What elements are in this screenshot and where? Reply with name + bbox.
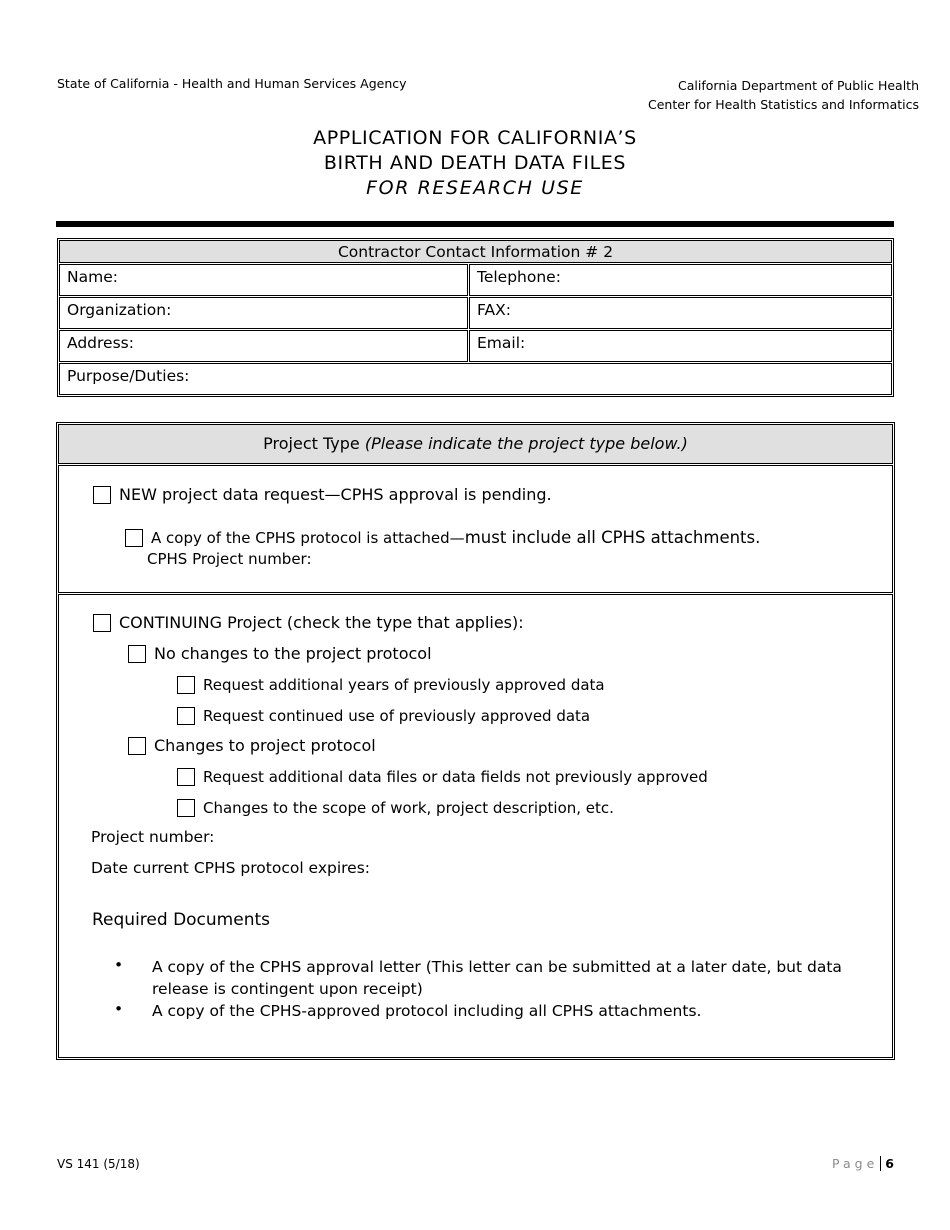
protocol-attached-checkbox[interactable] xyxy=(125,529,143,547)
no-changes-option[interactable] xyxy=(128,644,432,663)
email-field[interactable]: Email: xyxy=(469,330,892,362)
scope-changes-option[interactable] xyxy=(177,799,614,817)
scope-changes-label: Changes to the scope of work, project description, etc. xyxy=(203,799,614,817)
page-number: 6 xyxy=(880,1156,894,1171)
protocol-attached-label: A copy of the CPHS protocol is attached— xyxy=(151,528,465,547)
protocol-attached-option[interactable] xyxy=(125,528,760,547)
additional-files-option[interactable] xyxy=(177,768,708,786)
purpose-field[interactable]: Purpose/Duties: xyxy=(59,363,892,395)
contact-heading: Contractor Contact Information # 2 xyxy=(59,240,892,263)
project-number-field[interactable]: Project number: xyxy=(91,828,215,846)
changes-protocol-checkbox[interactable] xyxy=(128,737,146,755)
project-type-heading xyxy=(58,424,893,464)
page-indicator xyxy=(832,1156,894,1171)
no-changes-label: No changes to the project protocol xyxy=(154,644,432,663)
changes-protocol-label: Changes to project protocol xyxy=(154,736,376,755)
contact-table xyxy=(57,238,894,397)
scope-changes-checkbox[interactable] xyxy=(177,799,195,817)
telephone-field[interactable]: Telephone: xyxy=(469,264,892,296)
name-field[interactable]: Name: xyxy=(59,264,468,296)
form-id: VS 141 (5/18) xyxy=(57,1157,140,1171)
continued-use-checkbox[interactable] xyxy=(177,707,195,725)
no-changes-checkbox[interactable] xyxy=(128,645,146,663)
page-label: Page xyxy=(832,1156,879,1171)
title-line-2: BIRTH AND DEATH DATA FILES xyxy=(323,152,627,174)
bullet: • xyxy=(114,1000,124,1018)
new-request-checkbox[interactable] xyxy=(93,486,111,504)
new-request-option[interactable] xyxy=(93,485,552,504)
protocol-expiry-field[interactable]: Date current CPHS protocol expires: xyxy=(91,859,371,877)
required-documents-heading: Required Documents xyxy=(92,910,270,930)
changes-protocol-option[interactable] xyxy=(128,736,376,755)
required-doc-1-text: A copy of the CPHS approval letter (This letter can be submitted at a later date, but data release is contingent upon receipt) xyxy=(152,958,842,998)
cphs-project-number-field[interactable]: CPHS Project number: xyxy=(147,550,312,568)
organization-field[interactable]: Organization: xyxy=(59,297,468,329)
title-divider xyxy=(56,221,894,227)
continuing-checkbox[interactable] xyxy=(93,614,111,632)
title-line-3: FOR RESEARCH USE xyxy=(366,177,584,199)
project-type-table xyxy=(56,422,895,1060)
bullet: • xyxy=(114,956,124,974)
department-header xyxy=(648,76,919,114)
department-name: California Department of Public Health xyxy=(678,78,919,93)
continued-use-label: Request continued use of previously approved data xyxy=(203,707,591,725)
required-doc-2 xyxy=(114,1000,914,1024)
required-doc-1 xyxy=(114,956,914,1000)
project-type-note: (Please indicate the project type below.) xyxy=(364,434,688,453)
title-line-1: APPLICATION FOR CALIFORNIA’S xyxy=(313,127,637,149)
project-type-label: Project Type xyxy=(263,434,365,453)
protocol-attached-label-emphasis: must include all CPHS attachments. xyxy=(464,528,761,547)
page-title xyxy=(0,126,950,201)
additional-years-checkbox[interactable] xyxy=(177,676,195,694)
new-request-label: NEW project data request—CPHS approval is pending. xyxy=(119,485,552,504)
required-doc-2-text: A copy of the CPHS-approved protocol including all CPHS attachments. xyxy=(152,1002,702,1020)
additional-years-label: Request additional years of previously approved data xyxy=(203,676,605,694)
agency-header: State of California - Health and Human Services Agency xyxy=(57,76,407,91)
address-field[interactable]: Address: xyxy=(59,330,468,362)
additional-years-option[interactable] xyxy=(177,676,605,694)
fax-field[interactable]: FAX: xyxy=(469,297,892,329)
additional-files-checkbox[interactable] xyxy=(177,768,195,786)
additional-files-label: Request additional data files or data fields not previously approved xyxy=(203,768,708,786)
continuing-label: CONTINUING Project (check the type that applies): xyxy=(119,613,524,632)
continuing-option[interactable] xyxy=(93,613,524,632)
center-name: Center for Health Statistics and Informatics xyxy=(647,97,919,112)
continued-use-option[interactable] xyxy=(177,707,590,725)
